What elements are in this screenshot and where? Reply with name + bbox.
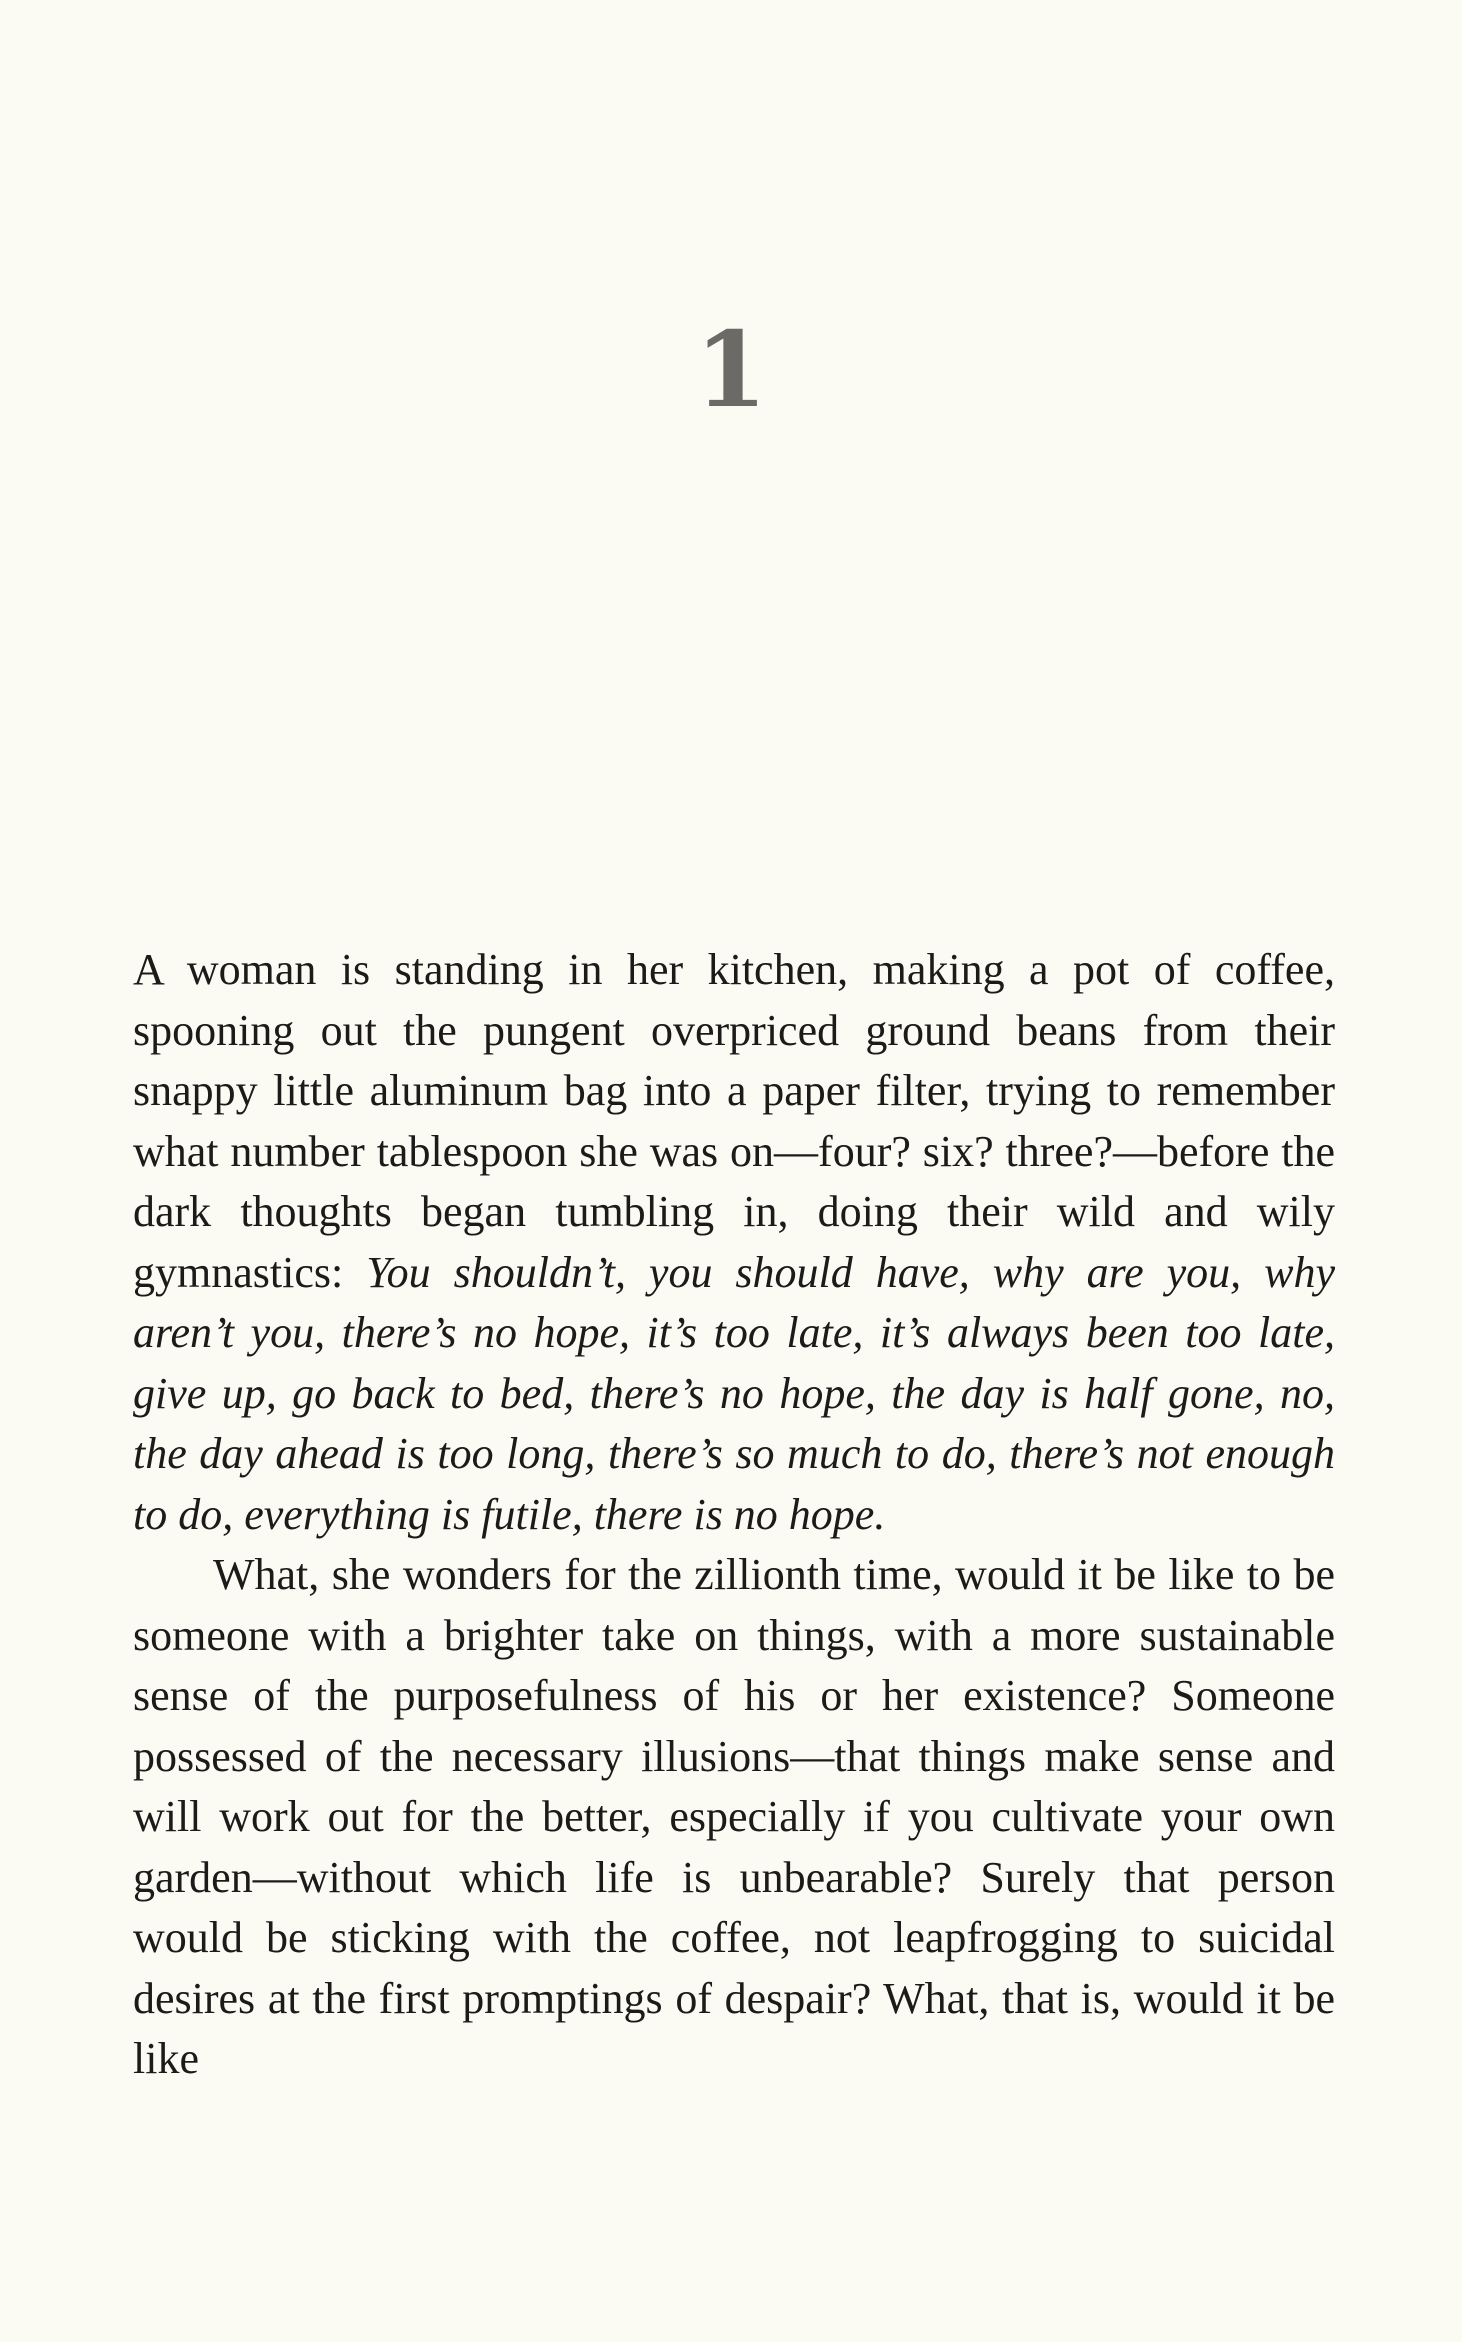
paragraph-1	[133, 940, 1335, 1545]
chapter-number: 1	[694, 308, 768, 431]
paragraph-1-text: A woman is standing in her kitchen, making a pot of coffee, spooning out the pungent overpriced ground beans from their snappy little aluminum bag into a paper filter, trying to remember what number tablespoon she was on—four? six? three?—before the dark thoughts began tumbling in, doing their wild and wily gymnastics:	[133, 945, 1335, 1297]
paragraph-2: What, she wonders for the zillionth time, would it be like to be someone with a brighter take on things, with a more sustainable sense of the purposefulness of his or her existence? Someone possessed of the necessary illusions—that things make sense and will work out for the better, especially if you cultivate your own garden—without which life is unbearable? Surely that person would be sticking with the coffee, not leapfrogging to suicidal desires at the first promptings of despair? What, that is, would it be like	[133, 1550, 1335, 2083]
paragraph-1-italic-thoughts: You shouldn’t, you should have, why are you, why aren’t you, there’s no hope, it’s too late, it’s always been too late, give up, go back to bed, there’s no hope, the day is half gone, no, the day ahead is too long, there’s so much to do, there’s not enough to do, everything is futile, there is no hope.	[133, 1247, 1335, 1539]
chapter-body	[133, 940, 1335, 2090]
